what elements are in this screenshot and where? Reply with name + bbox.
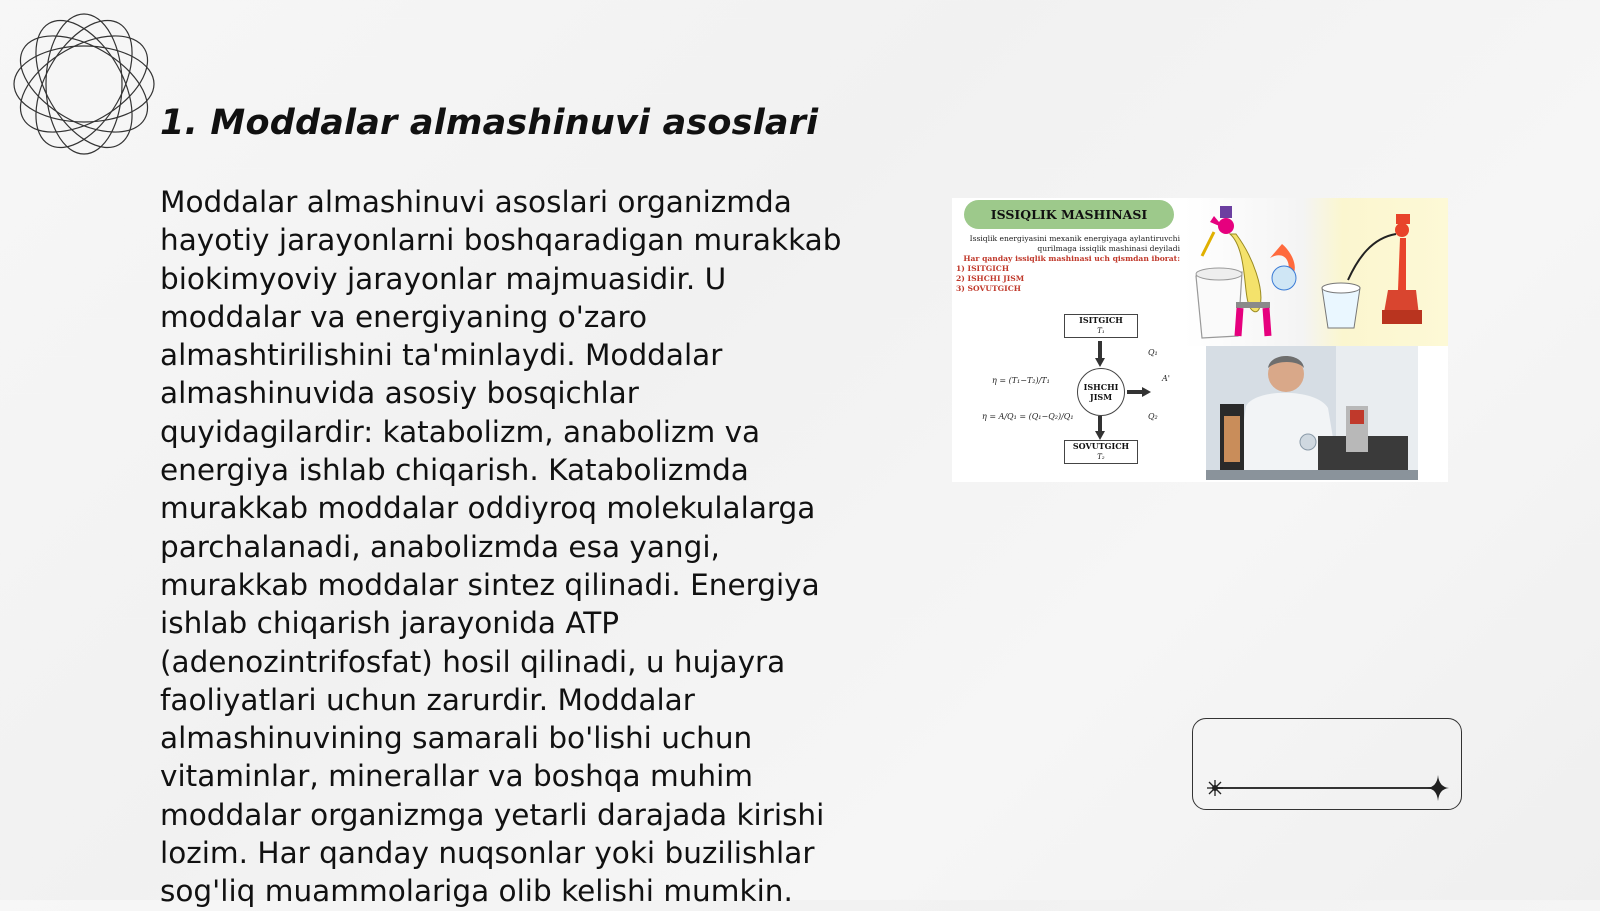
q2-label: Q₂ [1148,412,1158,421]
rosette-ornament [10,10,158,158]
starburst-icon [1206,779,1224,797]
heater-label: ISITGICH [1079,315,1123,325]
arrow-down-icon [1095,416,1105,440]
figure-part: 2) ISHCHI JISM [956,274,1025,284]
figure-part: 3) SOVUTGICH [956,284,1021,294]
heater-box [1064,314,1138,338]
q1-label: Q₁ [1148,348,1158,357]
figure-part: 1) ISITGICH [956,264,1010,273]
decorative-line [1213,787,1445,789]
sparkle-star-icon [1427,775,1449,801]
cooler-label: SOVUTGICH [1072,441,1130,451]
working-body-circle [1077,368,1125,416]
teacher-demonstration-image [1206,346,1418,480]
efficiency-formula: η = (T₁−T₂)/T₁ [992,376,1050,385]
arrow-down-icon [1095,341,1105,367]
drinking-bird-icon [1184,198,1448,346]
figure-description: Issiqlik energiyasini mexanik energiyaga aylantiruvchi qurilmaga issiqlik mashinasi deyiladi [969,234,1180,253]
slide-body-text: Moddalar almashinuvi asoslari organizmda hayotiy jarayonlarni boshqaradigan murakkab biokimyoviy jarayonlar majmuasidir. U moddalar va energiyaning o'zaro almashtirilishini ta'minlaydi. Moddalar almashinuvida asosiy bosqichlar quyidagilardir: katabolizm, anabolizm va energiya ishlab chiqarish. Katabolizmda murakkab moddalar oddiyroq molekulalarga parchalanadi, anabolizmda esa yangi, murakkab moddalar sintez qilinadi. Energiya ishlab chiqarish jarayonida ATP (adenozintrifosfat) hosil qilinadi, u hujayra faoliyatlari uchun zarurdir. Moddalar almashinuvining samarali bo'lishi uchun vitaminlar, minerallar va boshqa muhim moddalar organizmga yetarli darajada kirishi lozim. Har qanday nuqsonlar yoki buzilishlar sog'liq muammolariga olib kelishi mumkin. [160,185,842,909]
figure-lead: Har qanday issiqlik mashinasi uch qismdan iborat: [963,254,1180,263]
efficiency-formula-heat: η = A/Q₁ = (Q₁−Q₂)/Q₁ [982,412,1074,421]
drinking-bird-illustration [1184,198,1448,346]
cooler-box [1064,440,1138,464]
decorative-frame [1192,718,1462,810]
arrow-right-icon [1127,387,1151,397]
slide-title: 1. Moddalar almashinuvi asoslari [160,103,819,143]
working-body-label: ISHCHI JISM [1083,382,1119,402]
heat-engine-diagram [952,198,1184,482]
figure-banner: ISSIQLIK MASHINASI [964,200,1174,229]
figure-parts-list [956,264,1024,295]
work-label: A' [1162,374,1170,383]
heater-temp: T₁ [1097,327,1105,335]
teacher-photo [1206,346,1418,480]
cooler-temp: T₂ [1097,453,1105,461]
heat-engine-figure [952,198,1448,482]
